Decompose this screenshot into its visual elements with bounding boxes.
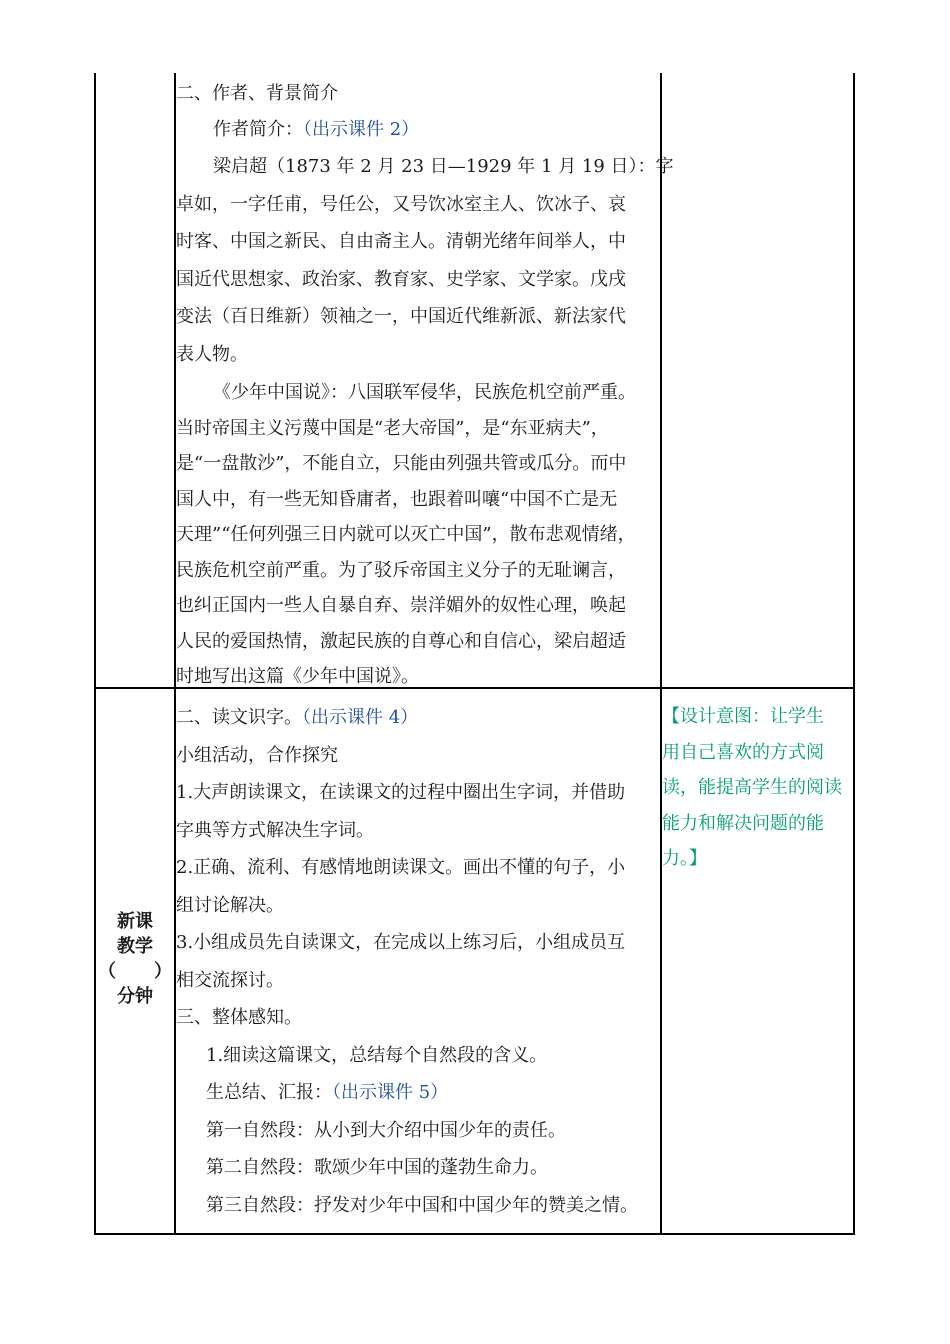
row-label-line: 教学 <box>117 936 153 957</box>
summary-line <box>176 1075 660 1111</box>
author-intro-label: 作者简介： <box>213 118 303 140</box>
background-line: 《少年中国说》：八国联军侵华，民族危机空前严重。 <box>213 382 636 403</box>
row-label-line: 分钟 <box>117 986 153 1007</box>
design-intent-line: 力。】 <box>662 848 707 869</box>
design-intent-line: 能力和解决问题的能 <box>662 812 824 834</box>
table-border-bottom <box>94 1233 855 1235</box>
author-intro-line <box>176 112 660 148</box>
summary-label: 生总结、汇报： <box>206 1082 332 1103</box>
courseware-link-2: （出示课件 2） <box>303 118 420 140</box>
bio-line: 国近代思想家、政治家、教育家、史学家、文学家。戊戌 <box>176 268 626 290</box>
background-line: 人民的爱国热情，激起民族的自尊心和自信心，梁启超适 <box>176 630 626 652</box>
group-activity: 小组活动，合作探究 <box>176 744 338 766</box>
background-line: 也纠正国内一些人自暴自弃、崇洋媚外的奴性心理，唤起 <box>176 595 626 616</box>
bio-line: 卓如，一字任甫，号任公，又号饮冰室主人、饮冰子、哀 <box>176 193 626 215</box>
section-heading-author: 二、作者、背景简介 <box>176 83 338 104</box>
design-intent-line: 用自己喜欢的方式阅 <box>662 741 824 763</box>
reading-cell <box>176 700 660 1223</box>
row-label-new-lesson <box>94 909 176 1009</box>
overall-task: 1.细读这篇课文，总结每个自然段的含义。 <box>206 1044 548 1066</box>
bio-line: 表人物。 <box>176 343 248 365</box>
design-intent-line: 【设计意图：让学生 <box>662 706 824 727</box>
paragraph-summary: 第三自然段：抒发对少年中国和中国少年的赞美之情。 <box>206 1194 638 1216</box>
table-border-left <box>94 73 96 1235</box>
task-line: 组讨论解决。 <box>176 894 284 916</box>
design-intent-line: 读，能提高学生的阅读 <box>662 777 842 798</box>
background-line: 时地写出这篇《少年中国说》。 <box>176 666 419 687</box>
paragraph-summary: 第二自然段：歌颂少年中国的蓬勃生命力。 <box>206 1157 548 1178</box>
background-line: 是“一盘散沙”，不能自立，只能由列强共管或瓜分。而中 <box>176 453 627 474</box>
table-border-right <box>853 73 855 1235</box>
courseware-link-5: （出示课件 5） <box>332 1082 449 1103</box>
design-intent-note <box>662 699 855 877</box>
task-line: 2.正确、流利、有感情地朗读课文。画出不懂的句子，小 <box>176 857 626 878</box>
background-line: 国人中，有一些无知昏庸者，也跟着叫嚷“中国不亡是无 <box>176 488 618 510</box>
read-heading: 二、读文识字。 <box>176 707 302 728</box>
background-line: 当时帝国主义污蔑中国是“老大帝国”，是“东亚病夫”， <box>176 417 609 439</box>
courseware-link-4: （出示课件 4） <box>302 707 419 728</box>
task-line: 3.小组成员先自读课文，在完成以上练习后，小组成员互 <box>176 932 626 953</box>
overall-heading: 三、整体感知。 <box>176 1007 302 1028</box>
row-label-line: 新课 <box>117 911 153 932</box>
lesson-table <box>94 73 855 1235</box>
paragraph-summary: 第一自然段：从小到大介绍中国少年的责任。 <box>206 1119 566 1141</box>
author-background-cell <box>176 76 674 695</box>
bio-line: 变法（百日维新）领袖之一，中国近代维新派、新法家代 <box>176 306 626 327</box>
task-line: 字典等方式解决生字词。 <box>176 819 374 841</box>
background-line: 民族危机空前严重。为了驳斥帝国主义分子的无耻谰言， <box>176 559 626 581</box>
task-line: 相交流探讨。 <box>176 969 284 991</box>
table-divider-2 <box>660 73 662 1235</box>
bio-line: 梁启超（1873 年 2 月 23 日—1929 年 1 月 19 日）：字 <box>213 156 674 177</box>
read-heading-line <box>176 700 660 736</box>
background-line: 天理”“任何列强三日内就可以灭亡中国”，散布悲观情绪， <box>176 524 636 545</box>
bio-line: 时客、中国之新民、自由斋主人。清朝光绪年间举人，中 <box>176 231 626 252</box>
row-label-minutes-blank: （ ） <box>98 961 172 982</box>
task-line: 1.大声朗读课文，在读课文的过程中圈出生字词，并借助 <box>176 782 626 803</box>
